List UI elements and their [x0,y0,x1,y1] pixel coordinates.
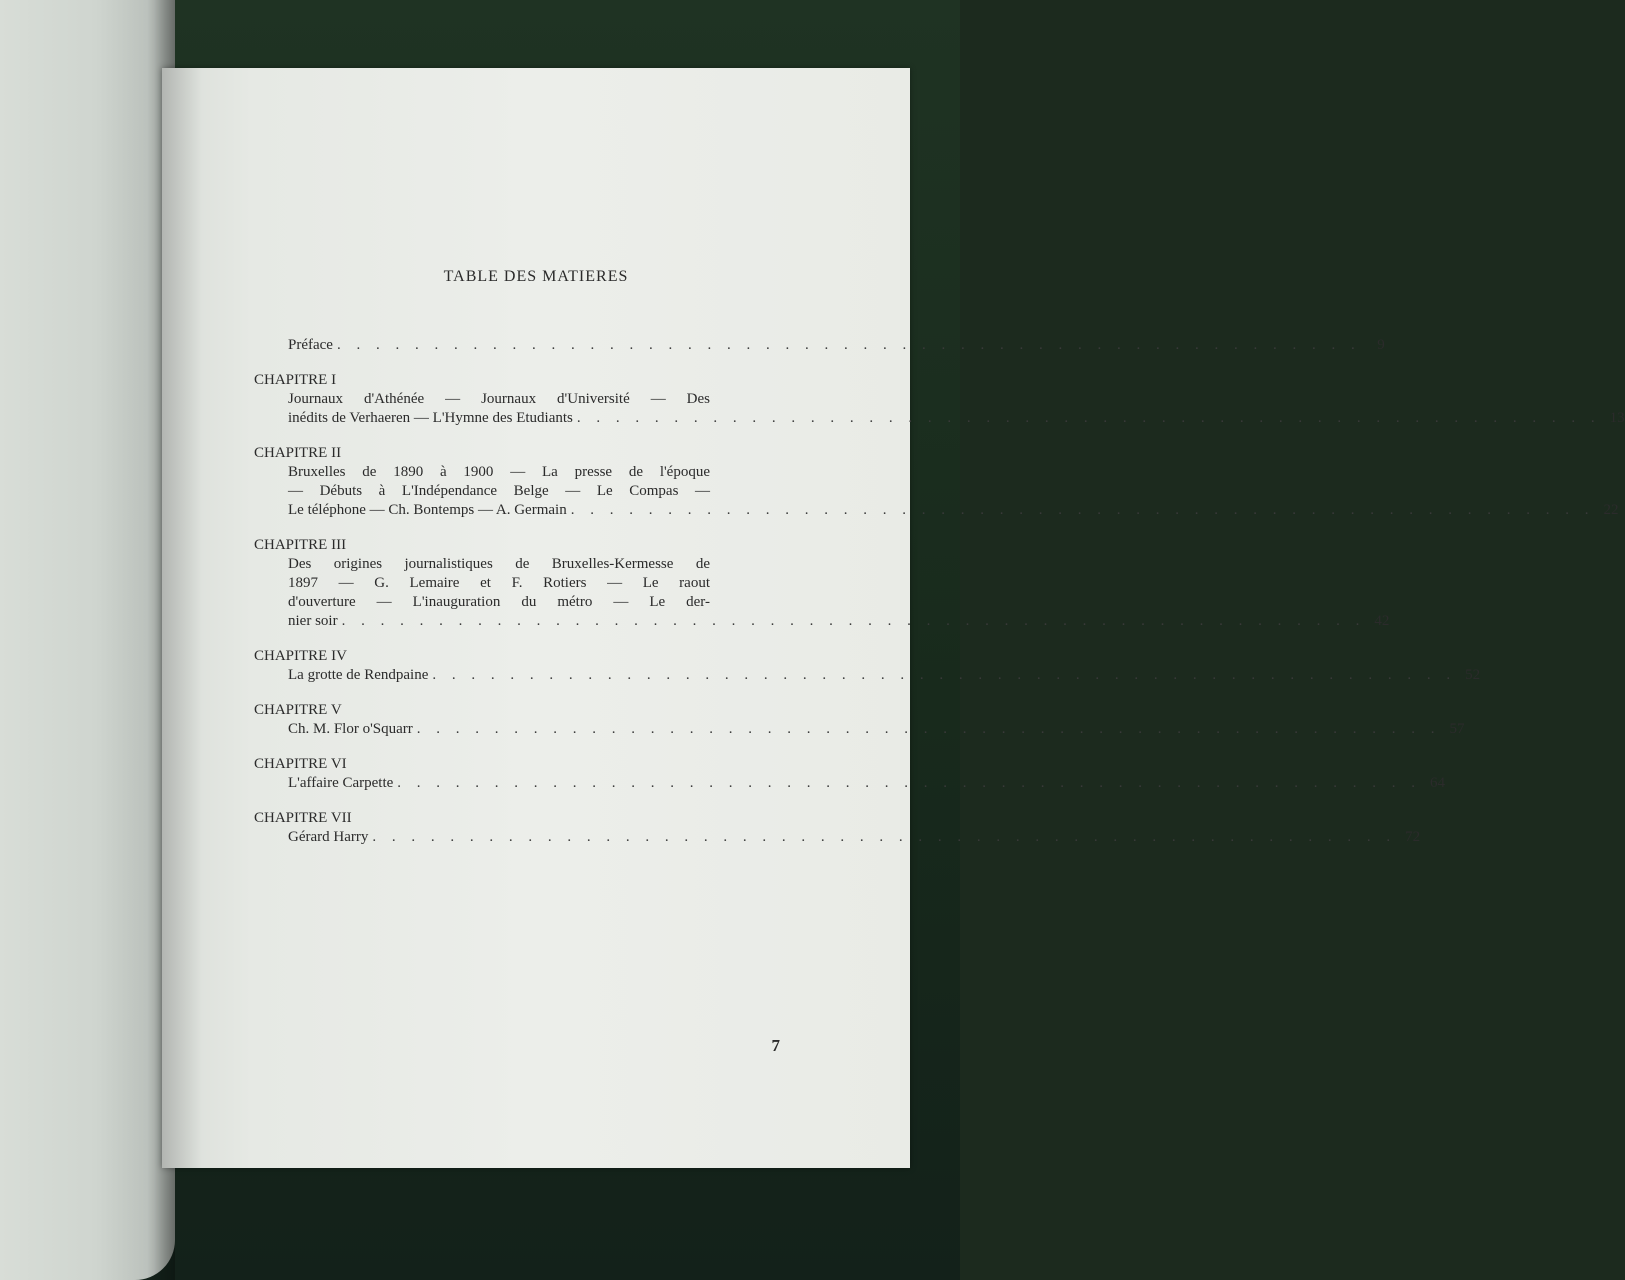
chapter-summary-last-line: nier soir [288,613,338,629]
toc-line [288,828,1421,847]
chapter-summary-line: Journaux d'Athénée — Journaux d'Université — Des [288,391,710,407]
chapter-summary-line: Bruxelles de 1890 à 1900 — La presse de l'époque [288,464,710,480]
chapter-summary-last-line: Ch. M. Flor o'Squarr [288,721,413,737]
toc-line [288,409,1625,428]
chapter-summary-last-line: Le téléphone — Ch. Bontemps — A. Germain [288,502,567,518]
chapter-summary-line: d'ouverture — L'inauguration du métro — Le der- [288,594,710,610]
chapter-summary-line: 1897 — G. Lemaire et F. Rotiers — Le raout [288,575,710,591]
chapter-summary-last-line: inédits de Verhaeren — L'Hymne des Etudiants [288,410,573,426]
toc-entry-chapter [254,536,1390,631]
chapter-summary-last-line: Gérard Harry [288,829,369,845]
toc-line [288,501,1619,520]
toc-line [288,774,1446,793]
dot-leader: . . . . . . . . . . . . . . . . . . . . . . . . . . . . . . . . . . . . . . . . . . . . . . . . . . . . . [341,613,1366,629]
dot-leader: . . . . . . . . . . . . . . . . . . . . . . . . . . . . . . . . . . . . . . . . . . . . . . . . . . . . . [372,829,1397,845]
toc-page-number: 52 [1465,667,1481,683]
toc-page-number: 64 [1430,775,1446,791]
gutter-shadow [162,68,202,1168]
chapter-heading: CHAPITRE V [254,702,342,718]
chapter-summary-last-line: La grotte de Rendpaine [288,667,429,683]
chapter-heading: CHAPITRE VI [254,756,347,772]
chapter-heading: CHAPITRE VII [254,810,352,826]
chapter-list [254,371,1625,847]
dot-leader: . . . . . . . . . . . . . . . . . . . . . . . . . . . . . . . . . . . . . . . . . . . . . . . . . . . . . [416,721,1441,737]
chapter-heading: CHAPITRE III [254,537,347,553]
dot-leader: . . . . . . . . . . . . . . . . . . . . . . . . . . . . . . . . . . . . . . . . . . . . . . . . . . . . . [336,337,1361,353]
chapter-heading: CHAPITRE I [254,372,337,388]
toc-line [288,720,1465,739]
toc-page-number: 13 [1609,410,1625,426]
toc-entry-chapter [254,755,1446,793]
table-of-contents [254,336,1625,863]
toc-entry-preface [254,336,1385,355]
left-page-edge [0,0,175,1280]
chapter-heading: CHAPITRE IV [254,648,347,664]
toc-entry-chapter [254,371,1625,428]
chapter-summary-line: — Débuts à L'Indépendance Belge — Le Compas — [288,483,710,499]
dot-leader: . . . . . . . . . . . . . . . . . . . . . . . . . . . . . . . . . . . . . . . . . . . . . . . . . . . . . [397,775,1422,791]
dot-leader: . . . . . . . . . . . . . . . . . . . . . . . . . . . . . . . . . . . . . . . . . . . . . . . . . . . . . [576,410,1601,426]
toc-entry-label: Préface [288,337,333,353]
chapter-heading: CHAPITRE II [254,445,342,461]
toc-title: TABLE DES MATIERES [443,268,629,285]
toc-entry-chapter [254,444,1619,520]
toc-page-number: 72 [1405,829,1421,845]
toc-entry-chapter [254,809,1421,847]
dot-leader: . . . . . . . . . . . . . . . . . . . . . . . . . . . . . . . . . . . . . . . . . . . . . . . . . . . . . [570,502,1595,518]
book-page [162,68,1625,1168]
chapter-summary-last-line: L'affaire Carpette [288,775,394,791]
toc-page-number: 22 [1603,502,1619,518]
toc-page-number: 9 [1377,337,1385,353]
toc-line [288,612,1390,631]
toc-line [288,666,1481,685]
toc-page-number: 42 [1374,613,1390,629]
toc-entry-chapter [254,701,1465,739]
chapter-summary-line: Des origines journalistiques de Bruxelles-Kermesse de [288,556,710,572]
dot-leader: . . . . . . . . . . . . . . . . . . . . . . . . . . . . . . . . . . . . . . . . . . . . . . . . . . . . . [432,667,1457,683]
page-folio: 7 [771,1036,780,1055]
toc-page-number: 57 [1449,721,1465,737]
toc-entry-chapter [254,647,1481,685]
toc-line [288,336,1385,355]
